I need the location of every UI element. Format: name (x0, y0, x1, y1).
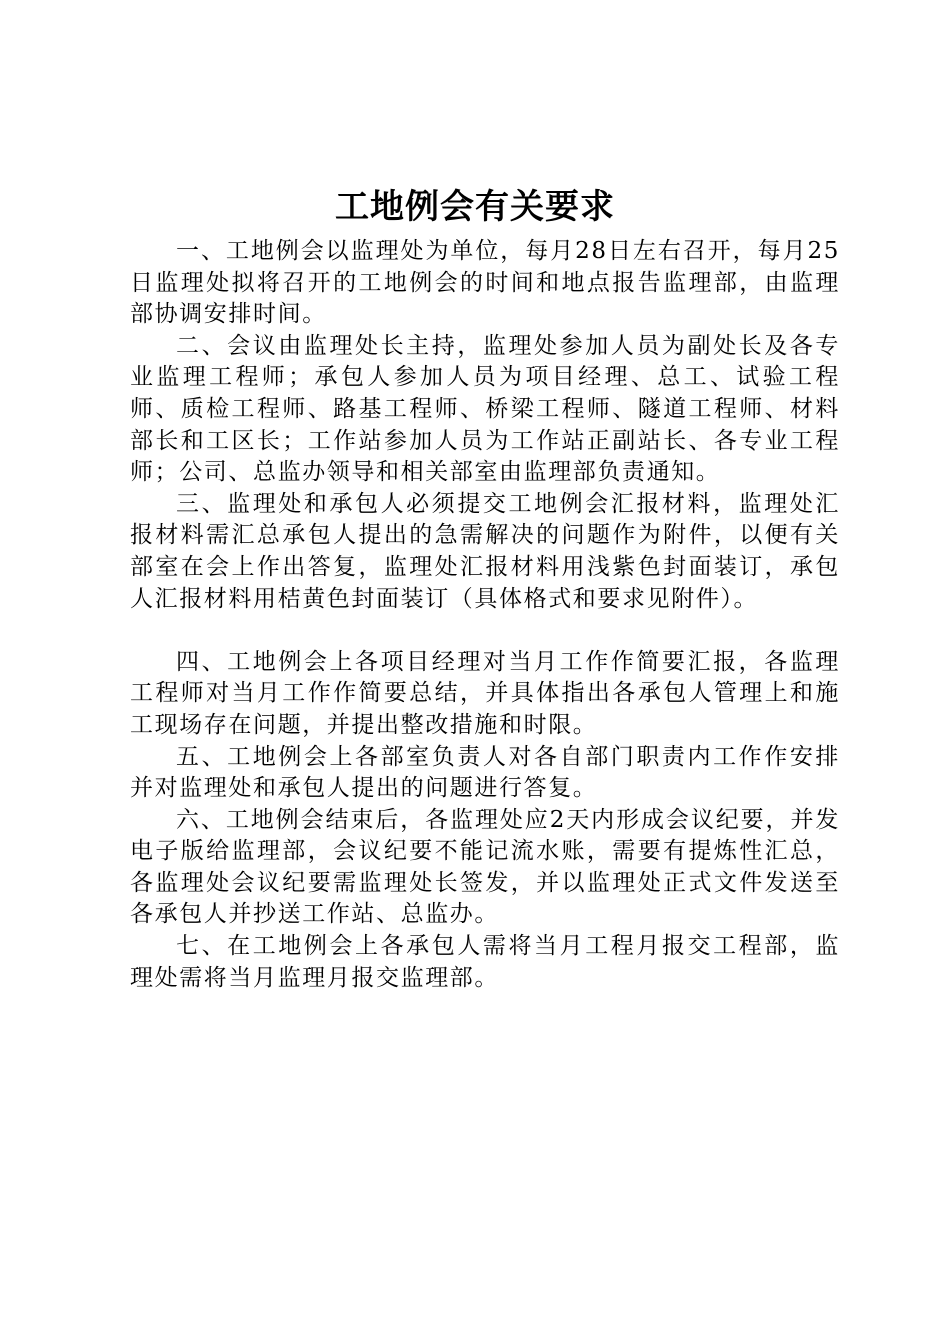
document-title: 工地例会有关要求 (335, 187, 615, 227)
paragraph-3: 三、监理处和承包人必须提交工地例会汇报材料，监理处汇报材料需汇总承包人提出的急需解决的问题作为附件，以便有关部室在会上作出答复，监理处汇报材料用浅紫色封面装订，承包人汇报材料用桔黄色封面装订（具体格式和要求见附件）。 (130, 490, 840, 612)
paragraph-1: 一、工地例会以监理处为单位，每月28日左右召开，每月25日监理处拟将召开的工地例会的时间和地点报告监理部，由监理部协调安排时间。 (130, 238, 840, 328)
paragraph-2: 二、会议由监理处长主持，监理处参加人员为副处长及各专业监理工程师；承包人参加人员为项目经理、总工、试验工程师、质检工程师、路基工程师、桥梁工程师、隧道工程师、材料部长和工区长；工作站参加人员为工作站正副站长、各专业工程师；公司、总监办领导和相关部室由监理部负责通知。 (130, 332, 840, 486)
paragraph-6: 六、工地例会结束后，各监理处应2天内形成会议纪要，并发电子版给监理部，会议纪要不能记流水账，需要有提炼性汇总，各监理处会议纪要需监理处长签发，并以监理处正式文件发送至各承包人并抄送工作站、总监办。 (130, 806, 840, 928)
paragraph-5: 五、工地例会上各部室负责人对各自部门职责内工作作安排并对监理处和承包人提出的问题进行答复。 (130, 743, 840, 802)
paragraph-7: 七、在工地例会上各承包人需将当月工程月报交工程部，监理处需将当月监理月报交监理部。 (130, 933, 840, 991)
paragraph-4: 四、工地例会上各项目经理对当月工作作简要汇报，各监理工程师对当月工作作简要总结，并具体指出各承包人管理上和施工现场存在问题，并提出整改措施和时限。 (130, 648, 840, 738)
document-body (130, 236, 840, 994)
